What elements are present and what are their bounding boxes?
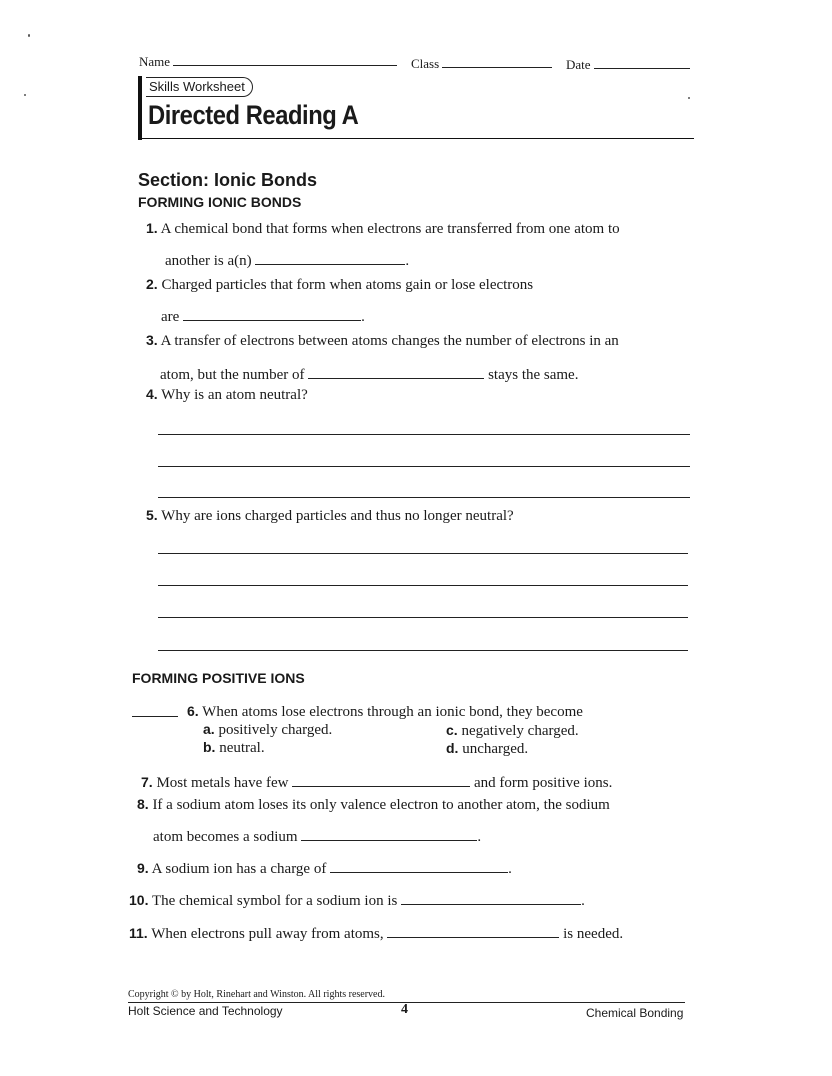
question-3-answer-row: atom, but the number of stays the same. [160, 364, 578, 384]
date-label: Date [566, 57, 591, 72]
option-c[interactable]: c. negatively charged. [446, 722, 579, 739]
question-1-text: A chemical bond that forms when electrons are transferred from one atom to [160, 221, 620, 237]
subhead-forming-ionic-bonds: FORMING IONIC BONDS [138, 194, 302, 210]
skills-worksheet-tag: Skills Worksheet [146, 77, 253, 97]
question-4-text: Why is an atom neutral? [161, 387, 308, 403]
option-a[interactable]: a. positively charged. [203, 721, 333, 738]
question-3-text: A transfer of electrons between atoms changes the number of electrons in an [160, 333, 619, 349]
answer-blank-6[interactable] [132, 716, 178, 717]
answer-line-4b[interactable] [158, 466, 690, 467]
question-7-text: Most metals have few [156, 775, 289, 791]
question-9-text: A sodium ion has a charge of [151, 861, 327, 877]
date-row [566, 54, 690, 73]
answer-blank-8[interactable] [301, 826, 477, 841]
answer-line-5c[interactable] [158, 617, 688, 618]
answer-blank-10[interactable] [401, 890, 581, 905]
question-6: 6. When atoms lose electrons through an ionic bond, they become [187, 703, 583, 720]
question-8-answer-row: atom becomes a sodium . [153, 826, 481, 846]
question-2-answer-row: are . [161, 306, 365, 326]
question-3: 3. A transfer of electrons between atoms changes the number of electrons in an [146, 332, 619, 349]
answer-line-4a[interactable] [158, 434, 690, 435]
footer-publisher: Holt Science and Technology [128, 1004, 283, 1018]
answer-line-4c[interactable] [158, 497, 690, 498]
question-1-answer-row: another is a(n) . [165, 250, 409, 270]
answer-blank-11[interactable] [387, 923, 559, 938]
question-8-text: If a sodium atom loses its only valence electron to another atom, the sodium [152, 797, 610, 813]
question-2-text: Charged particles that form when atoms gain or lose electrons [161, 277, 534, 293]
copyright-notice: Copyright © by Holt, Rinehart and Winston. All rights reserved. [128, 989, 385, 1000]
question-7: 7. Most metals have few and form positive ions. [141, 774, 613, 791]
option-b[interactable]: b. neutral. [203, 739, 265, 756]
question-2: 2. Charged particles that form when atoms gain or lose electrons [146, 276, 534, 293]
answer-line-5d[interactable] [158, 650, 688, 651]
question-5-text: Why are ions charged particles and thus no longer neutral? [161, 508, 514, 524]
page-number: 4 [401, 1002, 408, 1017]
question-11: 11. When electrons pull away from atoms, is needed. [129, 925, 624, 942]
scan-speck [24, 94, 26, 96]
class-row [411, 53, 552, 72]
question-9: 9. A sodium ion has a charge of . [137, 860, 512, 877]
footer-chapter: Chemical Bonding [586, 1006, 684, 1020]
answer-line-5a[interactable] [158, 553, 688, 554]
answer-line-5b[interactable] [158, 585, 688, 586]
date-field[interactable] [594, 54, 690, 69]
question-4: 4. Why is an atom neutral? [146, 386, 308, 403]
subhead-forming-positive-ions: FORMING POSITIVE IONS [132, 670, 305, 686]
class-field[interactable] [442, 53, 552, 68]
section-title: Section: Ionic Bonds [138, 170, 318, 190]
title-underline [142, 138, 694, 139]
question-1: 1. A chemical bond that forms when electrons are transferred from one atom to [146, 220, 620, 237]
question-10-text: The chemical symbol for a sodium ion is [151, 893, 398, 909]
name-field[interactable] [173, 51, 397, 66]
name-label: Name [139, 54, 171, 69]
question-10: 10. The chemical symbol for a sodium ion is . [129, 892, 585, 909]
name-row [139, 51, 397, 70]
answer-blank-3[interactable] [308, 364, 484, 379]
worksheet-title: Directed Reading A [148, 100, 359, 130]
question-6-text: When atoms lose electrons through an ionic bond, they become [202, 704, 583, 720]
title-bar-accent [138, 76, 142, 140]
option-d[interactable]: d. uncharged. [446, 740, 529, 757]
answer-blank-2[interactable] [183, 306, 361, 321]
question-8: 8. If a sodium atom loses its only valence electron to another atom, the sodium [137, 796, 610, 813]
class-label: Class [411, 56, 440, 71]
answer-blank-7[interactable] [292, 772, 470, 787]
answer-blank-1[interactable] [255, 250, 405, 265]
scan-speck [28, 34, 30, 37]
scan-speck [688, 97, 690, 99]
question-5: 5. Why are ions charged particles and thus no longer neutral? [146, 507, 514, 524]
answer-blank-9[interactable] [330, 858, 508, 873]
question-11-text: When electrons pull away from atoms, [151, 926, 384, 942]
